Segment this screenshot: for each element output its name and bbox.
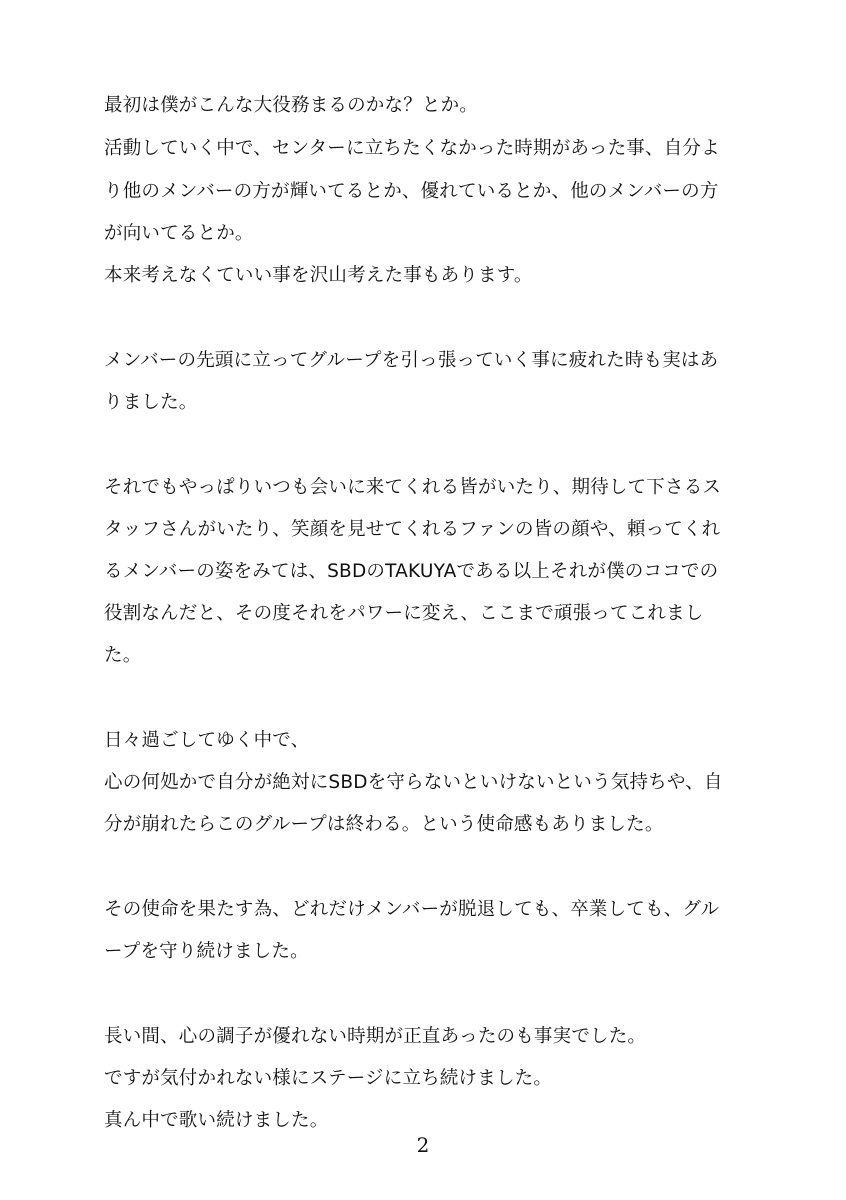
text-line: 真ん中で歌い続けました。 xyxy=(104,1110,329,1131)
text-line: ですが気付かれない様にステージに立ち続けました。 xyxy=(104,1068,553,1089)
text-line: 長い間、心の調子が優れない時期が正直あったのも事実でした。 xyxy=(104,1026,647,1047)
text-line: 分が崩れたらこのグループは終わる。という使命感もありました。 xyxy=(104,814,664,835)
page-number: 2 xyxy=(416,1133,430,1157)
text-line: 最初は僕がこんな大役務まるのかな？とか。 xyxy=(104,95,479,116)
text-line: るメンバーの姿をみては、SBDのTAKUYAである以上それが僕のココでの xyxy=(104,561,719,582)
text-line: 本来考えなくていい事を沢山考えた事もあります。 xyxy=(104,265,533,286)
text-line: 活動していく中で、センターに立ちたくなかった時期があった事、自分よ xyxy=(104,138,720,159)
text-line: が向いてるとか。 xyxy=(104,223,254,244)
text-line: 役割なんだと、その度それをパワーに変え、ここまで頑張ってこれまし xyxy=(104,603,704,624)
text-line: り他のメンバーの方が輝いてるとか、優れているとか、他のメンバーの方 xyxy=(104,181,719,202)
text-line: ープを守り続けました。 xyxy=(104,941,309,962)
text-line: タッフさんがいたり、笑顔を見せてくれるファンの皆の顔や、頼ってくれ xyxy=(104,519,721,540)
text-line: 心の何処かで自分が絶対にSBDを守らないといけないという気持ちや、自 xyxy=(104,772,723,793)
text-line: 日々過ごしてゆく中で、 xyxy=(104,730,310,751)
text-line: メンバーの先頭に立ってグループを引っ張っていく事に疲れた時も実はあ xyxy=(104,350,719,371)
text-line: りました。 xyxy=(104,392,198,413)
text-line: た。 xyxy=(104,645,142,666)
text-line: それでもやっぱりいつも会いに来てくれる皆がいたり、期待して下さるス xyxy=(104,477,722,498)
text-line: その使命を果たす為、どれだけメンバーが脱退しても、卒業しても、グル xyxy=(104,899,720,920)
